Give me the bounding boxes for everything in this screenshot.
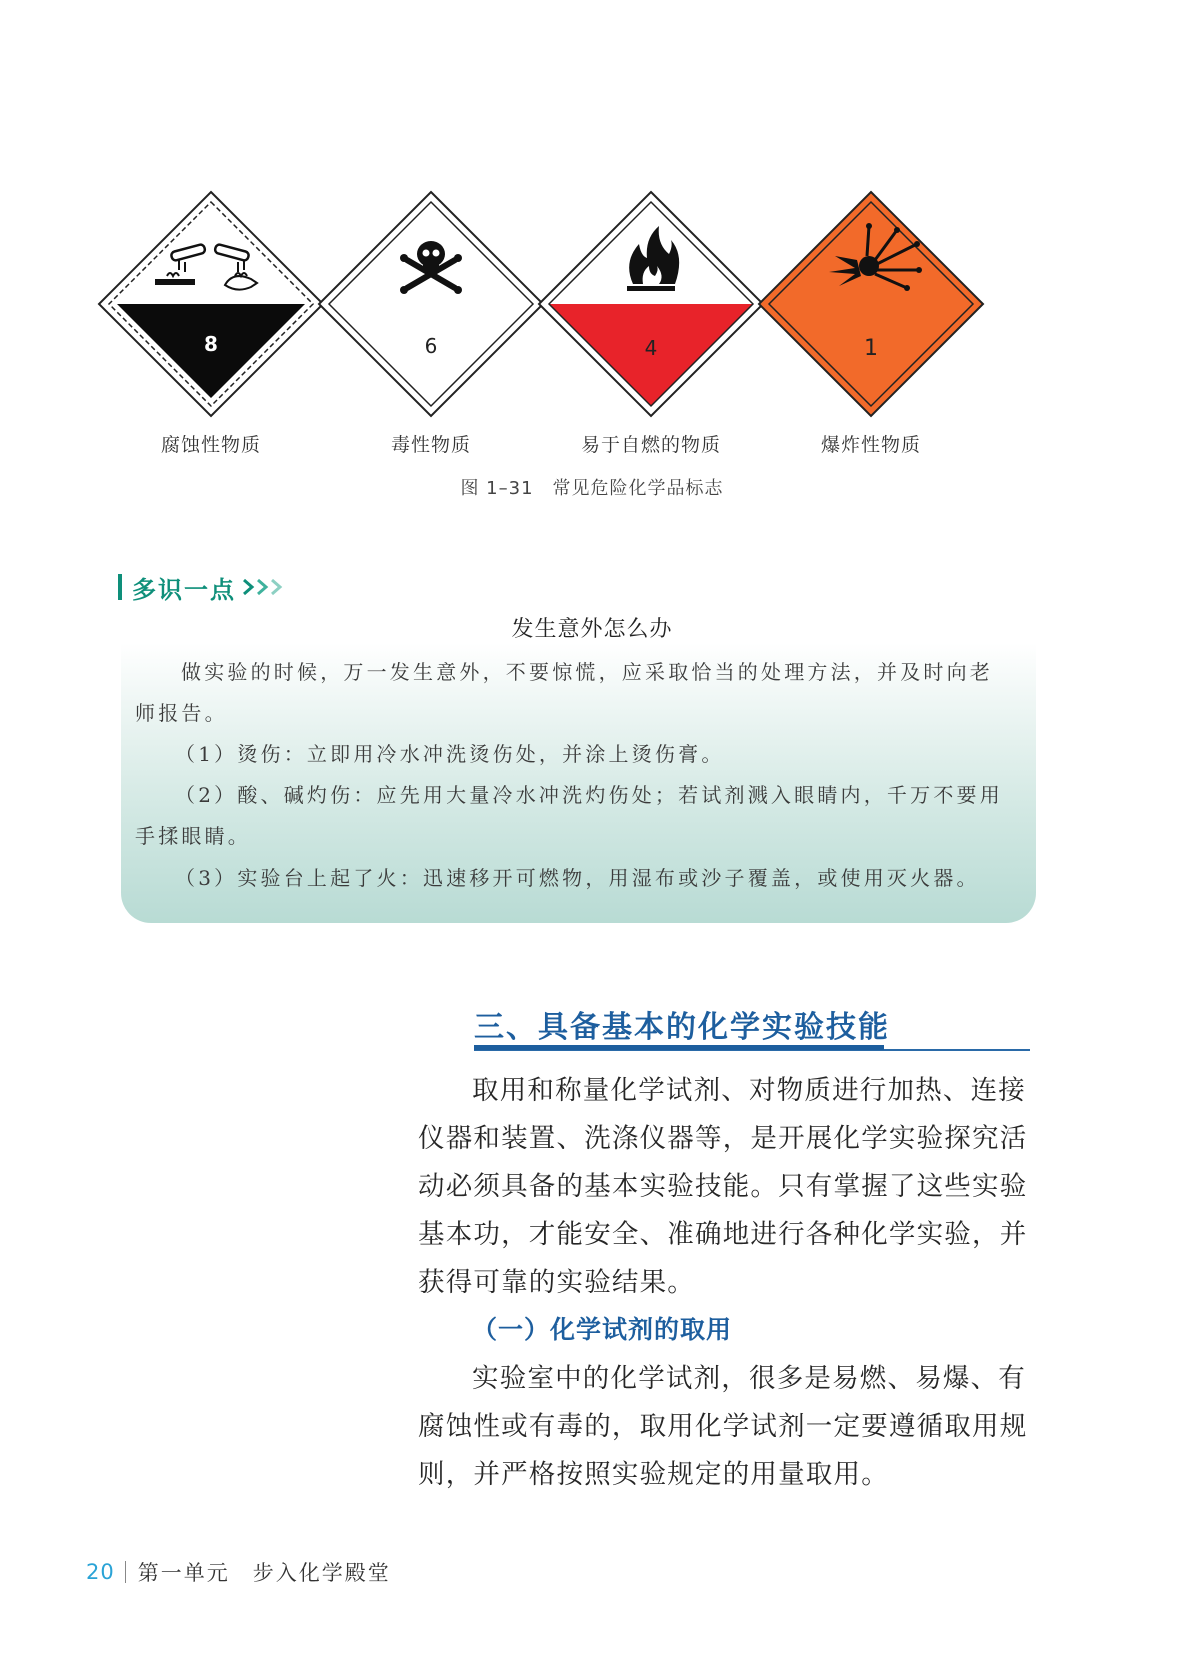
page-footer — [86, 1557, 391, 1587]
tip-header-bar — [118, 574, 122, 600]
sign-caption-toxic: 毒性物质 — [390, 434, 471, 456]
body-line: 实验室中的化学试剂，很多是易燃、易爆、有 — [472, 1363, 1026, 1394]
chapter-title: 第一单元 步入化学殿堂 — [137, 1561, 391, 1585]
section-title: 三、具备基本的化学实验技能 — [474, 1010, 890, 1045]
body-line: 获得可靠的实验结果。 — [418, 1267, 695, 1298]
body-line: 动必须具备的基本实验技能。只有掌握了这些实验 — [418, 1171, 1028, 1202]
tip-line: （1）烫伤：立即用冷水冲洗烫伤处，并涂上烫伤膏。 — [175, 742, 725, 766]
sign-caption-flammable: 易于自燃的物质 — [580, 434, 721, 456]
corrosive-icon — [97, 190, 325, 418]
tip-header-title: 多识一点 — [132, 575, 236, 604]
exploding-bomb-icon — [757, 190, 985, 418]
skull-crossbones-icon — [317, 190, 545, 418]
body-line: 取用和称量化学试剂、对物质进行加热、连接 — [472, 1075, 1026, 1106]
tip-line: 做实验的时候，万一发生意外，不要惊慌，应采取恰当的处理方法，并及时向老 — [181, 660, 993, 684]
sign-number: 1 — [864, 336, 878, 361]
body-line: 则，并严格按照实验规定的用量取用。 — [418, 1459, 889, 1490]
page-number: 20 — [86, 1560, 115, 1584]
tip-box-title: 发生意外怎么办 — [511, 617, 673, 642]
toxic-sign — [317, 190, 545, 418]
tip-line: 手揉眼睛。 — [135, 824, 251, 848]
body-line: 基本功，才能安全、准确地进行各种化学实验，并 — [418, 1219, 1028, 1250]
sign-number: 8 — [204, 332, 218, 356]
tip-header — [118, 570, 290, 604]
flammable-solid-sign — [537, 190, 765, 418]
subsection-title: （一）化学试剂的取用 — [472, 1315, 733, 1344]
tip-line: 师报告。 — [135, 701, 228, 725]
corrosive-sign — [97, 190, 325, 418]
tip-line: （2）酸、碱灼伤：应先用大量冷水冲洗灼伤处；若试剂溅入眼睛内，千万不要用 — [175, 783, 1003, 807]
explosive-sign — [757, 190, 985, 418]
sign-caption-corrosive: 腐蚀性物质 — [160, 434, 261, 456]
tip-line: （3）实验台上起了火：迅速移开可燃物，用湿布或沙子覆盖，或使用灭火器。 — [175, 866, 980, 890]
section-title-underline-accent — [474, 1045, 884, 1050]
chevrons-icon — [242, 577, 290, 597]
body-line: 仪器和装置、洗涤仪器等，是开展化学实验探究活 — [418, 1123, 1028, 1154]
figure-caption: 图 1–31 常见危险化学品标志 — [460, 478, 724, 499]
sign-number: 4 — [644, 336, 658, 360]
body-line: 腐蚀性或有毒的，取用化学试剂一定要遵循取用规 — [418, 1411, 1028, 1442]
sign-caption-explosive: 爆炸性物质 — [820, 434, 921, 456]
footer-divider — [125, 1561, 126, 1583]
flame-icon — [537, 190, 765, 418]
sign-number: 6 — [424, 334, 438, 358]
